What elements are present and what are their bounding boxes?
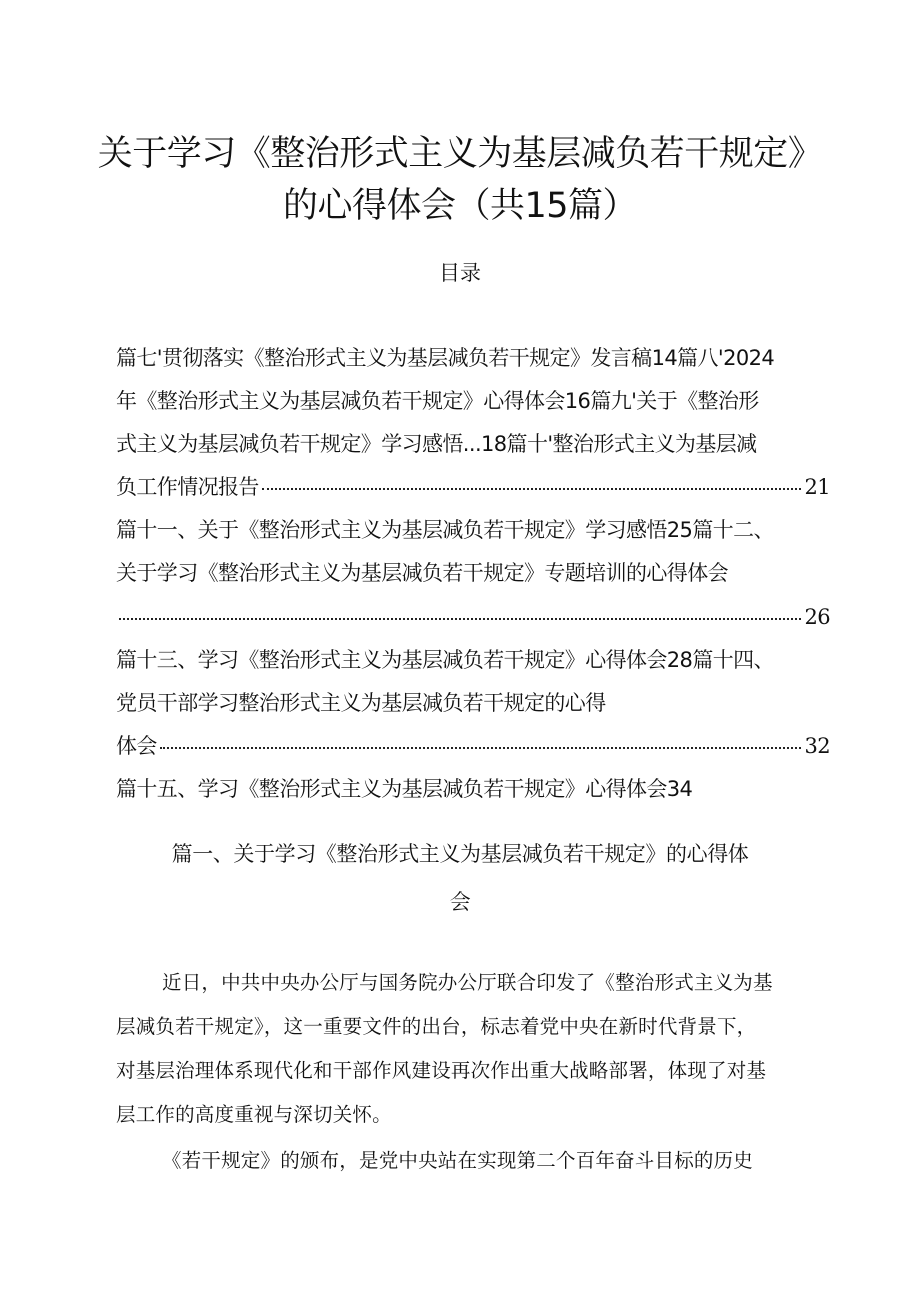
toc-heading: 目录	[439, 261, 481, 285]
toc-page-number: 21	[804, 475, 830, 499]
toc-entry[interactable]	[116, 472, 830, 502]
toc-entry[interactable]: 式主义为基层减负若干规定》学习感悟...18篇十'整治形式主义为基层减	[116, 432, 757, 456]
toc-entry[interactable]: 篇十五、学习《整治形式主义为基层减负若干规定》心得体会34	[116, 777, 693, 801]
toc-page-number: 26	[804, 605, 830, 629]
toc-entry[interactable]: 关于学习《整治形式主义为基层减负若干规定》专题培训的心得体会	[116, 561, 728, 585]
toc-dot-leader	[119, 618, 801, 620]
toc-entry[interactable]	[116, 602, 830, 632]
document-title-line-1: 关于学习《整治形式主义为基层减负若干规定》	[97, 134, 823, 174]
paragraph-line: 对基层治理体系现代化和干部作风建设再次作出重大战略部署，体现了对基	[116, 1059, 767, 1082]
toc-dot-leader	[160, 747, 802, 749]
toc-page-number: 32	[804, 734, 830, 758]
document-title-line-2: 的心得体会（共15篇）	[282, 186, 638, 226]
paragraph-line: 层减负若干规定》，这一重要文件的出台，标志着党中央在新时代背景下，	[116, 1015, 757, 1038]
toc-dot-leader	[262, 488, 802, 490]
section-title-line-1: 篇一、关于学习《整治形式主义为基层减负若干规定》的心得体	[171, 842, 749, 866]
toc-entry-label: 体会	[116, 734, 157, 758]
toc-entry[interactable]: 年《整治形式主义为基层减负若干规定》心得体会16篇九'关于《整治形	[116, 389, 759, 413]
paragraph-line: 近日，中共中央办公厅与国务院办公厅联合印发了《整治形式主义为基	[162, 971, 773, 994]
toc-entry-label: 负工作情况报告	[116, 475, 259, 499]
toc-entry[interactable]: 篇十一、关于《整治形式主义为基层减负若干规定》学习感悟25篇十二、	[116, 518, 774, 542]
toc-entry[interactable]: 党员干部学习整治形式主义为基层减负若干规定的心得	[116, 691, 606, 715]
section-title-line-2: 会	[449, 890, 471, 914]
toc-entry[interactable]	[116, 731, 830, 761]
toc-entry[interactable]: 篇七'贯彻落实《整治形式主义为基层减负若干规定》发言稿14篇八'2024	[116, 346, 775, 370]
toc-entry[interactable]: 篇十三、学习《整治形式主义为基层减负若干规定》心得体会28篇十四、	[116, 648, 774, 672]
paragraph-line: 层工作的高度重视与深切关怀。	[116, 1103, 392, 1126]
paragraph-line: 《若干规定》的颁布，是党中央站在实现第二个百年奋斗目标的历史	[162, 1149, 754, 1172]
